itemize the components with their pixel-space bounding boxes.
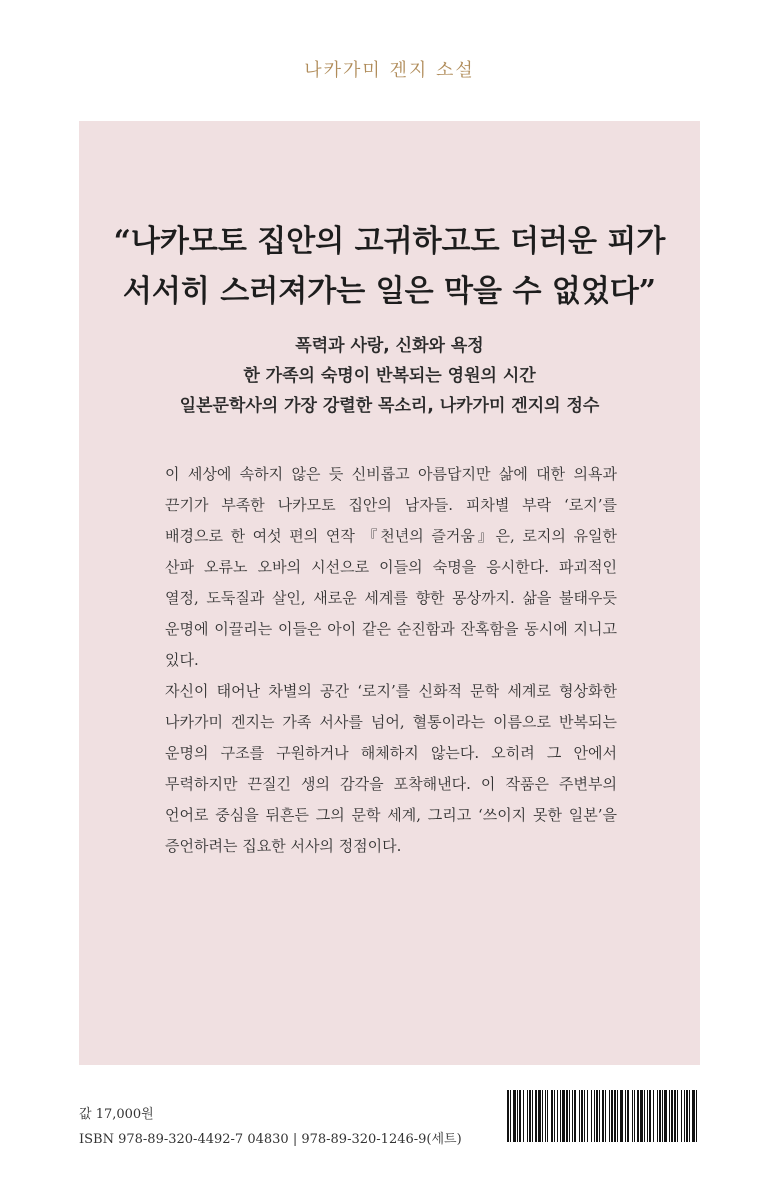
pink-panel — [79, 121, 700, 1065]
barcode — [505, 1090, 701, 1142]
series-title: 나카가미 겐지 소설 — [304, 60, 475, 81]
pull-quote — [79, 217, 700, 317]
tagline-line: 폭력과 사랑, 신화와 욕정 — [295, 336, 484, 356]
tagline-line: 일본문학사의 가장 강렬한 목소리, 나카가미 겐지의 정수 — [179, 396, 600, 416]
description-paragraph: 이 세상에 속하지 않은 듯 신비롭고 아름답지만 삶에 대한 의욕과 끈기가 부족한 나카모토 집안의 남자들. 피차별 부락 ‘로지’를 배경으로 한 여섯 편의 연작 『천년의 즐거움』은, 로지의 유일한 산파 오류노 오바의 시선으로 이들의 숙명을 응시한다. 파괴적인 열정, 도둑질과 살인, 새로운 세계를 향한 몽상까지. 삶을 불태우듯 운명에 이끌리는 이들은 아이 같은 순진함과 잔혹함을 동시에 지니고 있다. — [165, 465, 617, 669]
price-label: 값 17,000원 — [79, 1107, 154, 1122]
description — [165, 459, 617, 862]
pull-quote-line: “나카모토 집안의 고귀하고도 더러운 피가 — [113, 224, 666, 259]
description-paragraph: 자신이 태어난 차별의 공간 ‘로지’를 신화적 문학 세계로 형상화한 나카가미 겐지는 가족 서사를 넘어, 혈통이라는 이름으로 반복되는 운명의 구조를 구원하거나 해체하지 않는다. 오히려 그 안에서 무력하지만 끈질긴 생의 감각을 포착해낸다. 이 작품은 주변부의 언어로 중심을 뒤흔든 그의 문학 세계, 그리고 ‘쓰이지 못한 일본’을 증언하려는 집요한 서사의 정점이다. — [165, 682, 617, 855]
pull-quote-line: 서서히 스러져가는 일은 막을 수 없었다” — [122, 274, 657, 309]
tagline — [79, 331, 700, 421]
isbn-label: ISBN 978-89-320-4492-7 04830 | 978-89-320-1246-9(세트) — [79, 1132, 462, 1147]
tagline-line: 한 가족의 숙명이 반복되는 영원의 시간 — [243, 366, 536, 386]
